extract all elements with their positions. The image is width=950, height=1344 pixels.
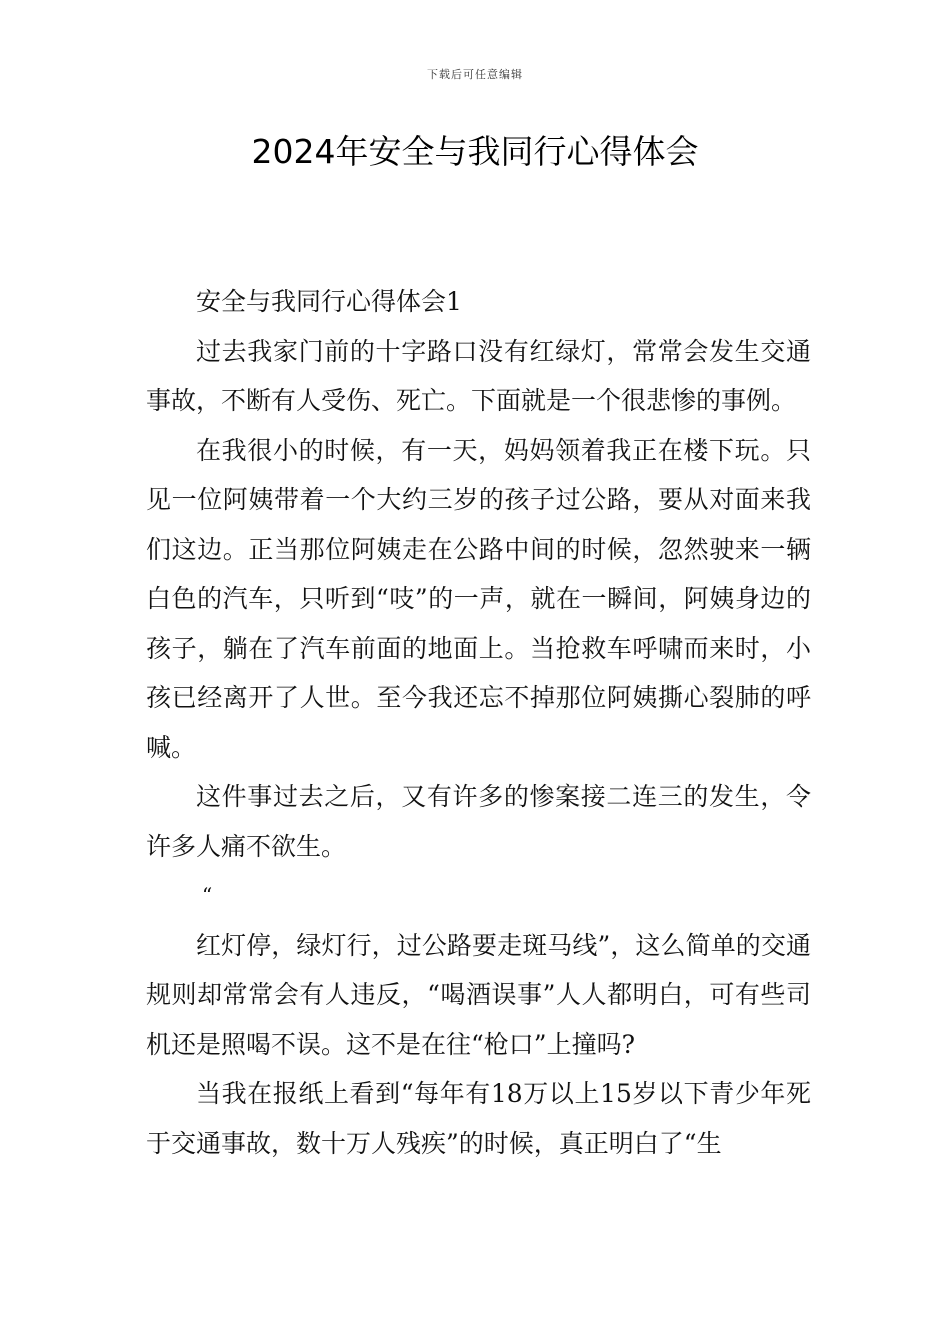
document-body — [146, 277, 811, 1168]
document-title: 2024年安全与我同行心得体会 — [251, 132, 699, 171]
paragraph: 在我很小的时候，有一天，妈妈领着我正在楼下玩。只见一位阿姨带着一个大约三岁的孩子过公路，要从对面来我们这边。正当那位阿姨走在公路中间的时候，忽然驶来一辆白色的汽车，只听到“吱”的一声，就在一瞬间，阿姨身边的孩子，躺在了汽车前面的地面上。当抢救车呼啸而来时，小孩已经离开了人世。至今我还忘不掉那位阿姨撕心裂肺的呼喊。 — [146, 435, 811, 762]
paragraph: 红灯停，绿灯行，过公路要走斑马线”，这么简单的交通规则却常常会有人违反，“喝酒误事”人人都明白，可有些司机还是照喝不误。这不是在往“枪口”上撞吗? — [146, 930, 811, 1059]
header-note: 下载后可任意编辑 — [427, 68, 523, 81]
paragraph: 这件事过去之后，又有许多的惨案接二连三的发生，令许多人痛不欲生。 — [146, 782, 811, 861]
paragraph: 当我在报纸上看到“每年有18万以上15岁以下青少年死于交通事故，数十万人残疾”的时候，真正明白了“生 — [146, 1079, 811, 1158]
section-heading: 安全与我同行心得体会1 — [196, 287, 462, 316]
paragraph: 过去我家门前的十字路口没有红绿灯，常常会发生交通事故，不断有人受伤、死亡。下面就是一个很悲惨的事例。 — [146, 336, 811, 415]
quote-mark: “ — [202, 883, 213, 907]
